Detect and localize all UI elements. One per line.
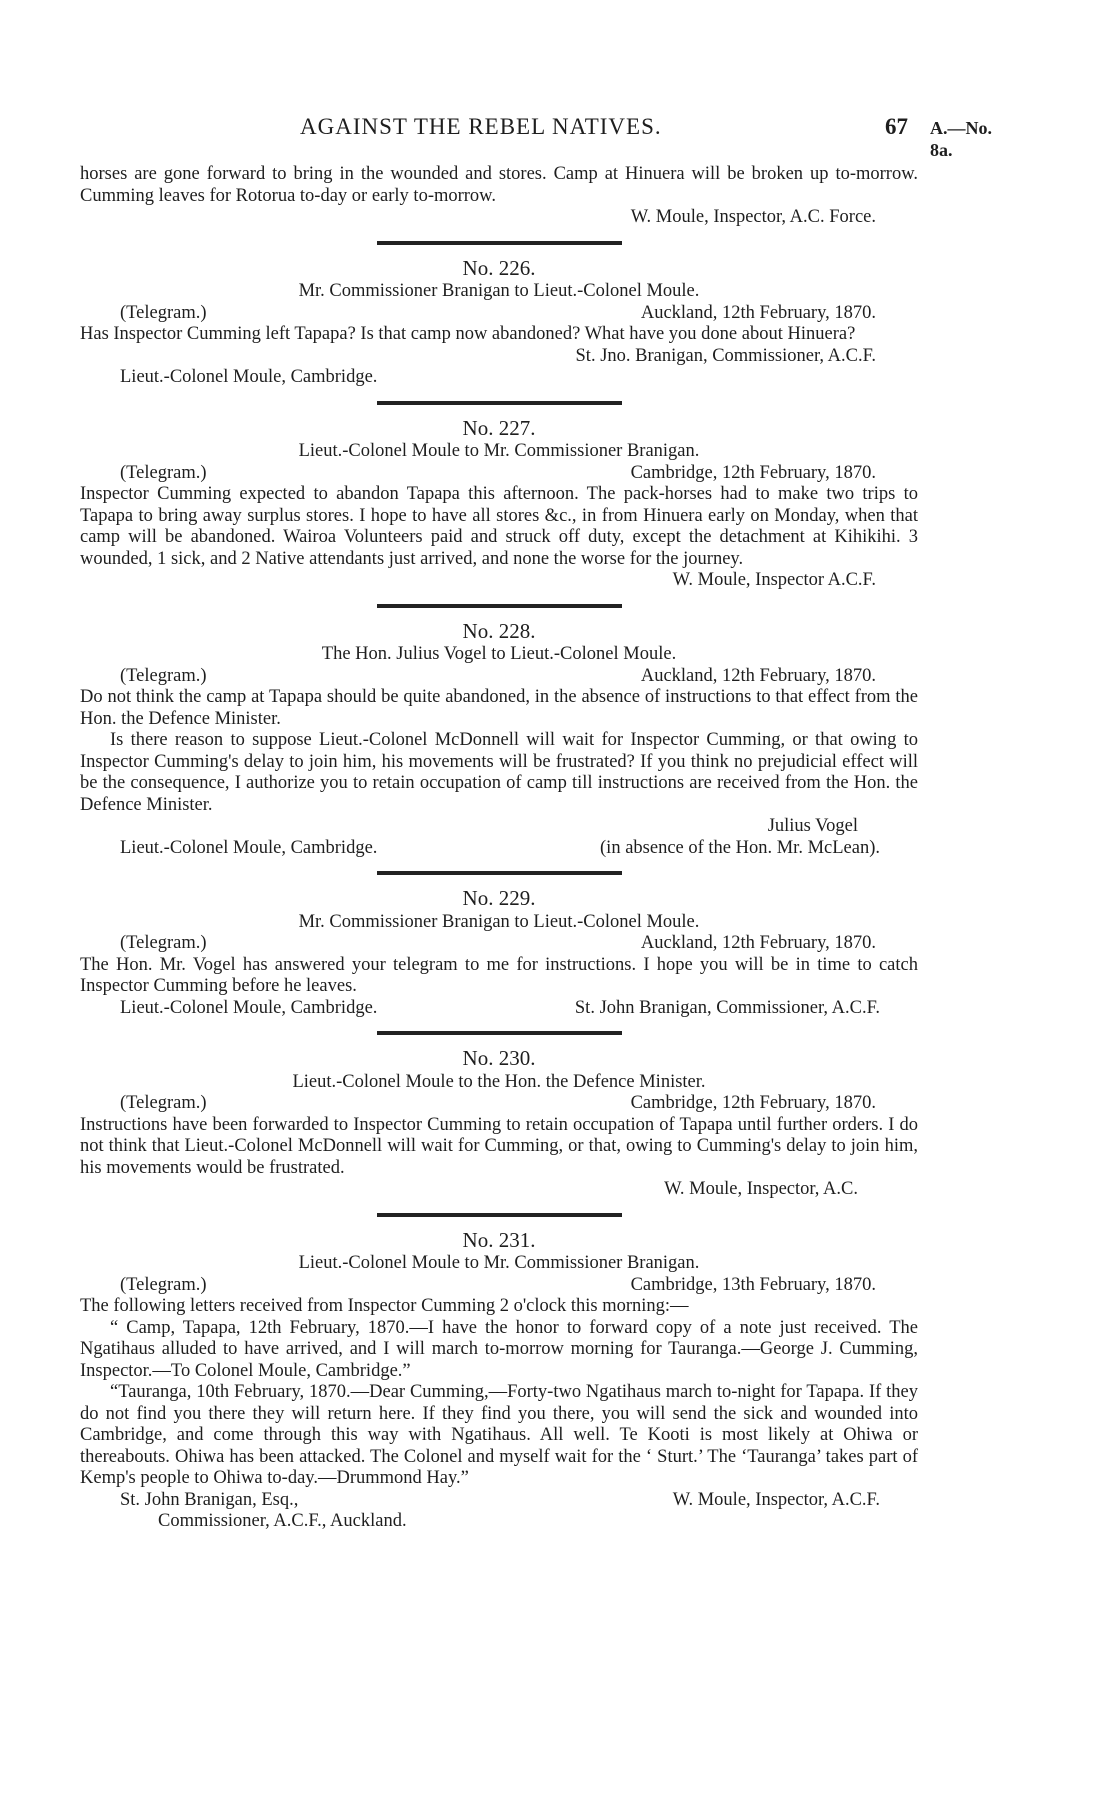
- telegram-227: [80, 415, 918, 592]
- place-date: Cambridge, 12th February, 1870.: [630, 462, 876, 483]
- doc-address: Lieut.-Colonel Moule, Cambridge.: [120, 997, 378, 1018]
- doc-body: Instructions have been forwarded to Inspector Cumming to retain occupation of Tapapa until further orders. I do not think that Lieut.-Colonel McDonnell will wait for Cumming, or that, owing to Cumming's delay to join him, his movements would be frustrated.: [80, 1114, 918, 1178]
- doc-number: No. 226.: [462, 255, 536, 280]
- doc-address: Lieut.-Colonel Moule, Cambridge.: [120, 367, 378, 387]
- document-code: A.—No. 8a.: [930, 118, 992, 160]
- telegram-line: [80, 463, 918, 485]
- doc-route: Mr. Commissioner Branigan to Lieut.-Colonel Moule.: [298, 281, 700, 301]
- doc-route: Lieut.-Colonel Moule to Mr. Commissioner Branigan.: [298, 441, 700, 461]
- doc-signature-note: (in absence of the Hon. Mr. McLean).: [600, 837, 880, 858]
- doc-route: Mr. Commissioner Branigan to Lieut.-Colonel Moule.: [298, 911, 700, 932]
- telegram-228: [80, 618, 918, 860]
- telegram-label: (Telegram.): [120, 933, 207, 953]
- telegram-label: (Telegram.): [120, 1274, 207, 1295]
- place-date: Cambridge, 13th February, 1870.: [630, 1274, 876, 1295]
- section-divider: [377, 1031, 622, 1035]
- telegram-226: [80, 255, 918, 389]
- doc-body: Inspector Cumming expected to abandon Tapapa this afternoon. The pack-horses had to make two trips to Tapapa to bring away surplus stores. I hope to have all stores &c., in from Hinuera early on Monday, when that camp will be abandoned. Wairoa Volunteers paid and struck off duty, except the detachment at Kihikihi. 3 wounded, 1 sick, and 2 Native attendants just arrived, and none the worse for the journey.: [80, 484, 918, 569]
- doc-address: Lieut.-Colonel Moule, Cambridge.: [120, 837, 378, 858]
- doc-signature: W. Moule, Inspector A.C.F.: [672, 570, 876, 590]
- address-signature-line: [80, 838, 918, 860]
- telegram-line: [80, 1275, 918, 1297]
- telegram-label: (Telegram.): [120, 462, 207, 483]
- intro-signature: W. Moule, Inspector, A.C. Force.: [630, 207, 876, 227]
- place-date: Auckland, 12th February, 1870.: [640, 665, 876, 686]
- doc-number: No. 228.: [462, 618, 536, 643]
- doc-signature: St. Jno. Branigan, Commissioner, A.C.F.: [575, 345, 876, 366]
- doc-number: No. 230.: [462, 1046, 536, 1070]
- doc-number: No. 231.: [462, 1227, 536, 1252]
- doc-body-paragraph: “Tauranga, 10th February, 1870.—Dear Cumming,—Forty-two Ngatihaus march to-night for Tapapa. If they do not find you there they will return here. If they find you there, you will send the sick and wounded into Cambridge, and come through this way with Ngatihaus. All well. Te Kooti is most likely at Ohiwa or thereabouts. Ohiwa has been attacked. The Colonel and myself wait for the ‘ Sturt.’ The ‘Tauranga’ takes part of Kemp's people to Ohiwa to-day.—Drummond Hay.”: [80, 1382, 918, 1488]
- telegram-line: [80, 303, 918, 325]
- doc-signature: W. Moule, Inspector, A.C.: [664, 1179, 858, 1199]
- doc-address-continued: Commissioner, A.C.F., Auckland.: [158, 1511, 407, 1531]
- address-signature-line: [80, 1490, 918, 1512]
- doc-number: No. 229.: [462, 886, 536, 910]
- place-date: Cambridge, 12th February, 1870.: [630, 1093, 876, 1113]
- body-column: [80, 164, 918, 1533]
- doc-address: St. John Branigan, Esq.,: [120, 1489, 299, 1510]
- running-title: AGAINST THE REBEL NATIVES.: [300, 114, 662, 139]
- doc-body-paragraph: “ Camp, Tapapa, 12th February, 1870.—I have the honor to forward copy of a note just received. The Ngatihaus alluded to have arrived, and I will march to-morrow morning for Tauranga.—George J. Cumming, Inspector.—To Colonel Moule, Cambridge.”: [80, 1317, 918, 1381]
- section-divider: [377, 871, 622, 875]
- place-date: Auckland, 12th February, 1870.: [640, 302, 876, 323]
- doc-body-paragraph: Do not think the camp at Tapapa should be quite abandoned, in the absence of instructions to that effect from the Hon. the Defence Minister.: [80, 687, 918, 729]
- section-divider: [377, 241, 622, 245]
- section-divider: [377, 401, 622, 405]
- telegram-line: [80, 666, 918, 688]
- address-signature-line: [80, 998, 918, 1020]
- page-number: 67: [885, 114, 908, 139]
- intro-text: horses are gone forward to bring in the wounded and stores. Camp at Hinuera will be broken up to-morrow. Cumming leaves for Rotorua to-day or early to-morrow.: [80, 164, 918, 206]
- doc-route: Lieut.-Colonel Moule to the Hon. the Defence Minister.: [292, 1071, 706, 1092]
- doc-signature: Julius Vogel: [767, 816, 858, 836]
- telegram-line: [80, 1093, 918, 1115]
- telegram-231: [80, 1227, 918, 1533]
- page-header: [80, 114, 1000, 160]
- doc-number: No. 227.: [462, 415, 536, 440]
- telegram-label: (Telegram.): [120, 302, 207, 323]
- section-divider: [377, 604, 622, 608]
- doc-body-paragraph: Is there reason to suppose Lieut.-Colonel McDonnell will wait for Inspector Cumming, or that owing to Inspector Cumming's delay to join him, his movements will be frustrated? If you think no prejudicial effect will be the consequence, I authorize you to retain occupation of camp till instructions are received from the Hon. the Defence Minister.: [80, 730, 918, 815]
- telegram-label: (Telegram.): [120, 1093, 207, 1113]
- doc-signature: W. Moule, Inspector, A.C.F.: [672, 1489, 880, 1510]
- doc-body: Has Inspector Cumming left Tapapa? Is that camp now abandoned? What have you done about Hinuera?: [80, 324, 856, 344]
- telegram-line: [80, 933, 918, 955]
- doc-signature: St. John Branigan, Commissioner, A.C.F.: [574, 997, 880, 1018]
- telegram-229: [80, 888, 918, 1019]
- telegram-label: (Telegram.): [120, 665, 207, 686]
- section-divider: [377, 1213, 622, 1217]
- telegram-230: [80, 1048, 918, 1201]
- place-date: Auckland, 12th February, 1870.: [640, 933, 876, 953]
- doc-body-paragraph: The following letters received from Inspector Cumming 2 o'clock this morning:—: [80, 1296, 689, 1316]
- doc-route: Lieut.-Colonel Moule to Mr. Commissioner Branigan.: [298, 1253, 700, 1273]
- doc-route: The Hon. Julius Vogel to Lieut.-Colonel Moule.: [321, 644, 677, 664]
- doc-body: The Hon. Mr. Vogel has answered your telegram to me for instructions. I hope you will be in time to catch Inspector Cumming before he leaves.: [80, 954, 918, 996]
